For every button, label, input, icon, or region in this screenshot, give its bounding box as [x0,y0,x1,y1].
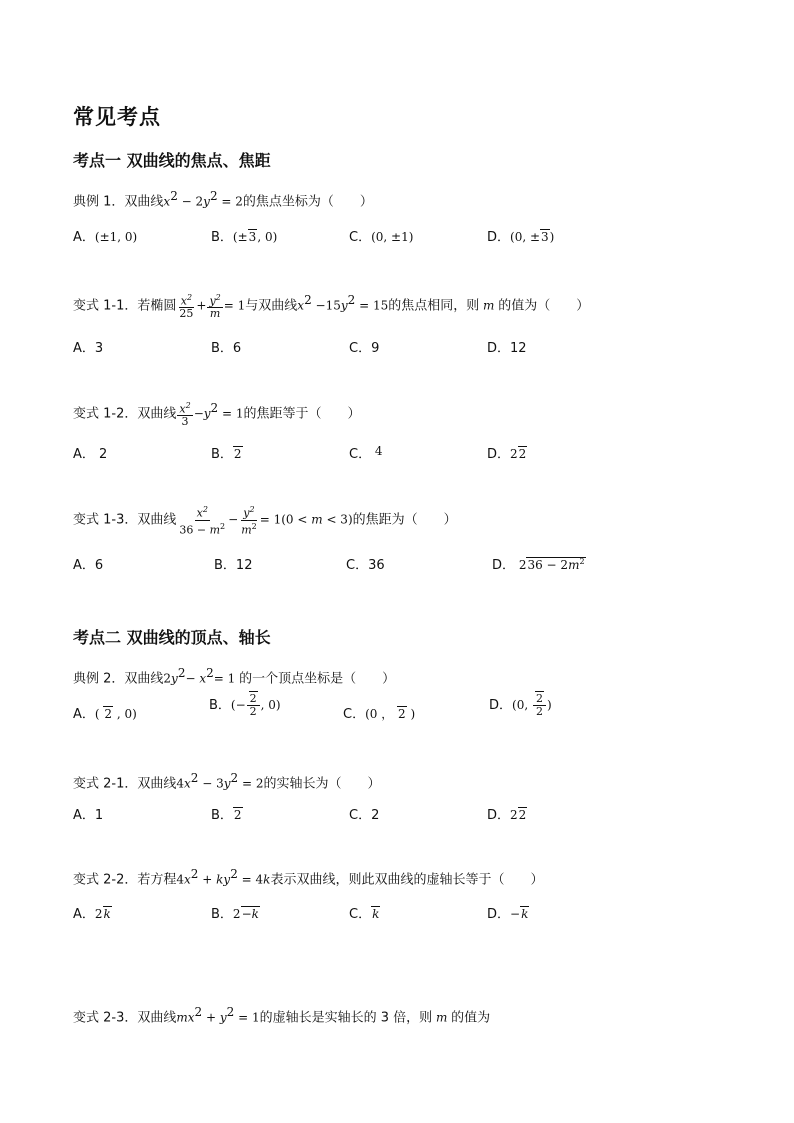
q4-option-a: A．6 [73,558,104,573]
q1-option-b: B．(±3, 0) [211,230,278,245]
q3-option-a: A． 2 [73,447,108,462]
q5-option-b: B．(− $\frac{2}{2}$ , 0) [209,692,281,718]
q2-option-b: B．6 [211,341,242,356]
q6-option-a: A．1 [73,808,104,823]
q4-option-d: D． $236 - 2m^2$ [492,557,585,573]
q4-option-c: C．36 [346,558,385,573]
section-heading-1: 考点一 双曲线的焦点、焦距 [73,151,271,170]
section-heading-2: 考点二 双曲线的顶点、轴长 [73,628,271,647]
q3-option-b: B．2 [211,447,242,462]
q7-option-a: A．2k [73,907,111,922]
q4-option-b: B．12 [214,558,253,573]
question-2: 变式 1-1．若椭圆 $\frac{x^2}{25}$ + $\frac{y^2}{m}$ = 1与双曲线$x^2 -15y^2 = 15$的焦点相同，则 m 的值为（ ） [73,292,590,321]
question-6: 变式 2-1．双曲线$4x^2 - 3y^2 = 2$的实轴长为（ ） [73,771,381,792]
question-4: 变式 1-3．双曲线 $\frac{x^2}{36 - m^2}$ − $\frac{y^2}{m^2}$ = 1(0 < m < 3)的焦距为（ ） [73,505,457,537]
q3-option-d: D．22 [487,447,527,462]
page-title: 常见考点 [73,105,161,129]
q1-option-c: C．(0, ±1) [349,230,414,245]
question-3: 变式 1-2．双曲线 $\frac{x^2}{3}$ $-y^2 = 1$的焦距等于（ ） [73,400,361,429]
q6-option-c: C．2 [349,808,380,823]
q1-option-a: A．(±1, 0) [73,230,138,245]
q5-option-c: C．(0 ， 2 ) [343,707,416,722]
q5-option-a: A．( 2 , 0) [73,707,137,722]
question-7: 变式 2-2．若方程$4x^2 + ky^2 = 4k$表示双曲线，则此双曲线的虚轴长等于（ ） [73,867,544,888]
q7-option-d: D．−k [487,907,529,922]
question-1: 典例 1．双曲线$x^2 - 2y^2 = 2$的焦点坐标为（ ） [73,189,373,210]
question-8: 变式 2-3．双曲线$mx^2 + y^2 = 1$的虚轴长是实轴长的 3 倍，则 m 的值为 [73,1005,491,1026]
q5-option-d: D．(0, $\frac{2}{2}$ ) [489,692,552,718]
q6-option-b: B．2 [211,808,242,823]
q1-option-d: D．(0, ±3) [487,230,555,245]
question-5: 典例 2．双曲线$2y^2- x^2= 1$ 的一个顶点坐标是（ ） [73,666,396,687]
q3-option-c: C． 4 [349,444,383,462]
q7-option-c: C．k [349,907,380,922]
q2-option-a: A．3 [73,341,104,356]
q7-option-b: B．2−k [211,907,259,922]
q6-option-d: D．22 [487,808,527,823]
q2-option-d: D．12 [487,341,527,356]
q2-option-c: C．9 [349,341,380,356]
